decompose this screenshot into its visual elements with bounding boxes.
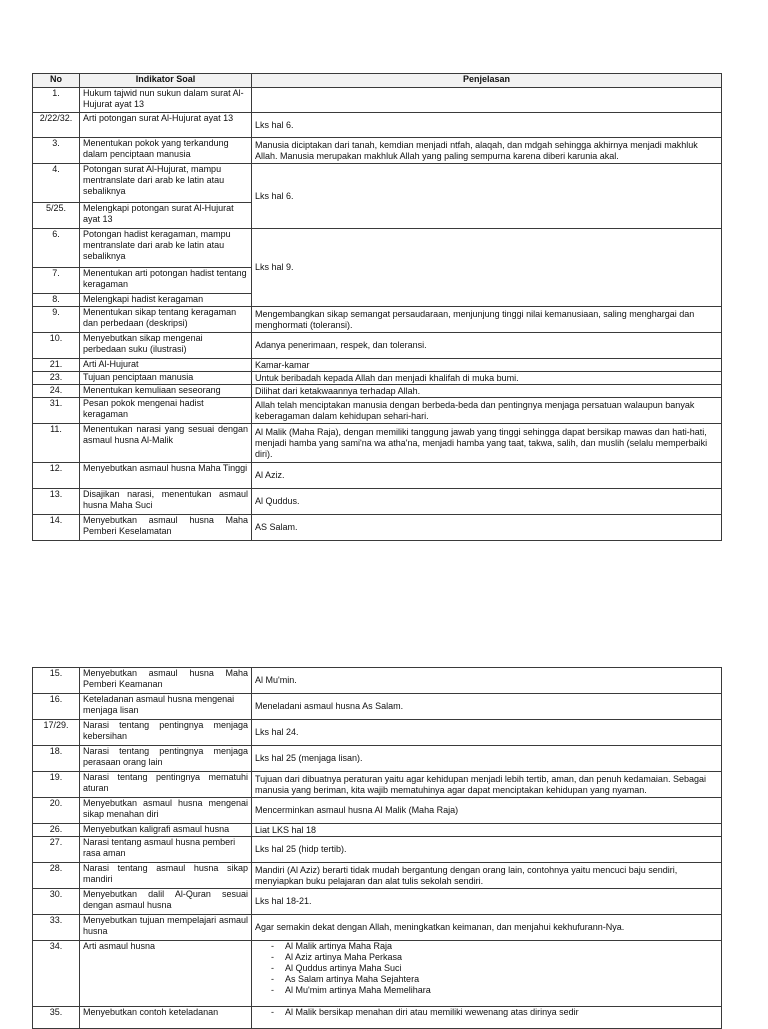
- table-row: [33, 489, 722, 515]
- row-indikator: Menentukan arti potongan hadist tentang keragaman: [80, 268, 252, 294]
- row-penjelasan: Lks hal 9.: [252, 229, 722, 307]
- row-number: 9.: [33, 307, 80, 333]
- table-row: [33, 863, 722, 889]
- row-indikator: Menyebutkan kaligrafi asmaul husna: [80, 824, 252, 837]
- table-row: [33, 385, 722, 398]
- row-number: 8.: [33, 294, 80, 307]
- row-number: 7.: [33, 268, 80, 294]
- row-number: 34.: [33, 941, 80, 1007]
- row-indikator: Narasi tentang pentingnya menjaga perasaan orang lain: [80, 746, 252, 772]
- table-row: [33, 915, 722, 941]
- row-indikator: Menentukan narasi yang sesuai dengan asmaul husna Al-Malik: [80, 424, 252, 463]
- row-penjelasan: Lks hal 18-21.: [252, 889, 722, 915]
- table-row: [33, 668, 722, 694]
- row-number: 18.: [33, 746, 80, 772]
- row-penjelasan: Meneladani asmaul husna As Salam.: [252, 694, 722, 720]
- row-indikator: Menyebutkan tujuan mempelajari asmaul husna: [80, 915, 252, 941]
- row-penjelasan: Lks hal 25 (menjaga lisan).: [252, 746, 722, 772]
- row-indikator: Menyebutkan asmaul husna Maha Pemberi Keselamatan: [80, 515, 252, 541]
- row-penjelasan: Lks hal 6.: [252, 113, 722, 138]
- table-row: [33, 837, 722, 863]
- row-penjelasan: Untuk beribadah kepada Allah dan menjadi khalifah di muka bumi.: [252, 372, 722, 385]
- row-number: 13.: [33, 489, 80, 515]
- row-number: 19.: [33, 772, 80, 798]
- row-penjelasan: [252, 941, 722, 1007]
- table-row: [33, 1007, 722, 1029]
- row-indikator: Narasi tentang pentingnya menjaga kebersihan: [80, 720, 252, 746]
- row-penjelasan: Allah telah menciptakan manusia dengan berbeda-beda dan pentingnya menjaga persatuan walaupun banyak keberagaman dalam kehidupan sehari-hari.: [252, 398, 722, 424]
- row-penjelasan: Al Malik (Maha Raja), dengan memiliki tanggung jawab yang tinggi sehingga dapat bersikap mawas dan hati-hati, menjadi hamba yang sami'na wa atha'na, menjadi hamba yang taat, takwa, salih, dan muslih (selalu memperbaiki diri).: [252, 424, 722, 463]
- row-penjelasan: Al Mu'min.: [252, 668, 722, 694]
- row-penjelasan: Al Quddus.: [252, 489, 722, 515]
- table-row: [33, 941, 722, 1007]
- row-indikator: Arti potongan surat Al-Hujurat ayat 13: [80, 113, 252, 138]
- row-number: 26.: [33, 824, 80, 837]
- list-item: - As Salam artinya Maha Sejahtera: [255, 974, 718, 985]
- row-number: 5/25.: [33, 203, 80, 229]
- row-indikator: Keteladanan asmaul husna mengenai menjaga lisan: [80, 694, 252, 720]
- row-number: 6.: [33, 229, 80, 268]
- row-indikator: Melengkapi hadist keragaman: [80, 294, 252, 307]
- list-item: - Al Aziz artinya Maha Perkasa: [255, 952, 718, 963]
- row-number: 4.: [33, 164, 80, 203]
- row-number: 20.: [33, 798, 80, 824]
- row-number: 17/29.: [33, 720, 80, 746]
- row-penjelasan: Dilihat dari ketakwaannya terhadap Allah.: [252, 385, 722, 398]
- row-penjelasan: Al Aziz.: [252, 463, 722, 489]
- table-row: [33, 798, 722, 824]
- header-penjelasan: Penjelasan: [252, 74, 722, 88]
- row-indikator: Menyebutkan asmaul husna Maha Tinggi: [80, 463, 252, 489]
- row-indikator: Narasi tentang asmaul husna pemberi rasa aman: [80, 837, 252, 863]
- bullet-list: [255, 941, 718, 996]
- list-item: - Al Quddus artinya Maha Suci: [255, 963, 718, 974]
- table-row: [33, 372, 722, 385]
- row-penjelasan: Lks hal 6.: [252, 164, 722, 229]
- indikator-table-2: [32, 667, 722, 1029]
- row-number: 1.: [33, 88, 80, 113]
- list-item: - Al Malik artinya Maha Raja: [255, 941, 718, 952]
- table-row: [33, 88, 722, 113]
- row-number: 23.: [33, 372, 80, 385]
- row-number: 21.: [33, 359, 80, 372]
- row-penjelasan: Lks hal 25 (hidp tertib).: [252, 837, 722, 863]
- row-indikator: Potongan hadist keragaman, mampu mentranslate dari arab ke latin atau sebaliknya: [80, 229, 252, 268]
- row-penjelasan: [252, 88, 722, 113]
- row-number: 11.: [33, 424, 80, 463]
- row-indikator: Arti asmaul husna: [80, 941, 252, 1007]
- row-penjelasan: AS Salam.: [252, 515, 722, 541]
- row-number: 16.: [33, 694, 80, 720]
- row-indikator: Arti Al-Hujurat: [80, 359, 252, 372]
- row-indikator: Menyebutkan dalil Al-Quran sesuai dengan asmaul husna: [80, 889, 252, 915]
- row-indikator: Menyebutkan contoh keteladanan: [80, 1007, 252, 1029]
- row-number: 24.: [33, 385, 80, 398]
- indikator-table-1: [32, 73, 722, 541]
- row-indikator: Narasi tentang pentingnya mematuhi aturan: [80, 772, 252, 798]
- table-row: [33, 229, 722, 268]
- row-number: 15.: [33, 668, 80, 694]
- row-number: 30.: [33, 889, 80, 915]
- header-row: [33, 74, 722, 88]
- row-indikator: Menyebutkan sikap mengenai perbedaan suku (ilustrasi): [80, 333, 252, 359]
- row-indikator: Potongan surat Al-Hujurat, mampu mentranslate dari arab ke latin atau sebaliknya: [80, 164, 252, 203]
- row-indikator: Disajikan narasi, menentukan asmaul husna Maha Suci: [80, 489, 252, 515]
- row-indikator: Menyebutkan asmaul husna Maha Pemberi Keamanan: [80, 668, 252, 694]
- table-row: [33, 515, 722, 541]
- row-penjelasan: Tujuan dari dibuatnya peraturan yaitu agar kehidupan menjadi lebih tertib, aman, dan penuh kedamaian. Sebagai manusia yang beriman, kita wajib mematuhinya agar dapat menciptakan kehidupan yang nyaman.: [252, 772, 722, 798]
- row-penjelasan: Mencerminkan asmaul husna Al Malik (Maha Raja): [252, 798, 722, 824]
- row-penjelasan: Mengembangkan sikap semangat persaudaraan, menjunjung tinggi nilai kemanusiaan, saling menghargai dan menghormati (toleransi).: [252, 307, 722, 333]
- row-indikator: Menyebutkan asmaul husna mengenai sikap menahan diri: [80, 798, 252, 824]
- row-indikator: Melengkapi potongan surat Al-Hujurat ayat 13: [80, 203, 252, 229]
- table-row: [33, 333, 722, 359]
- list-item: - Al Mu'mim artinya Maha Memelihara: [255, 985, 718, 996]
- row-indikator: Menentukan kemuliaan seseorang: [80, 385, 252, 398]
- header-indikator: Indikator Soal: [80, 74, 252, 88]
- row-number: 35.: [33, 1007, 80, 1029]
- table-row: [33, 746, 722, 772]
- table-row: [33, 398, 722, 424]
- header-no: No: [33, 74, 80, 88]
- list-item: - Al Malik bersikap menahan diri atau memiliki wewenang atas dirinya sedir: [255, 1007, 718, 1018]
- row-penjelasan: Kamar-kamar: [252, 359, 722, 372]
- table-row: [33, 772, 722, 798]
- row-indikator: Menentukan pokok yang terkandung dalam penciptaan manusia: [80, 138, 252, 164]
- row-indikator: Tujuan penciptaan manusia: [80, 372, 252, 385]
- row-indikator: Narasi tentang asmaul husna sikap mandiri: [80, 863, 252, 889]
- row-penjelasan: Adanya penerimaan, respek, dan toleransi.: [252, 333, 722, 359]
- row-indikator: Menentukan sikap tentang keragaman dan perbedaan (deskripsi): [80, 307, 252, 333]
- row-number: 28.: [33, 863, 80, 889]
- row-penjelasan: Lks hal 24.: [252, 720, 722, 746]
- table-row: [33, 889, 722, 915]
- table-row: [33, 138, 722, 164]
- table-row: [33, 424, 722, 463]
- table-row: [33, 359, 722, 372]
- row-number: 10.: [33, 333, 80, 359]
- table-row: [33, 463, 722, 489]
- row-number: 2/22/32.: [33, 113, 80, 138]
- row-penjelasan: [252, 1007, 722, 1029]
- table-row: [33, 720, 722, 746]
- row-penjelasan: Liat LKS hal 18: [252, 824, 722, 837]
- table-row: [33, 694, 722, 720]
- row-number: 33.: [33, 915, 80, 941]
- row-number: 3.: [33, 138, 80, 164]
- table-row: [33, 164, 722, 203]
- row-number: 27.: [33, 837, 80, 863]
- table-row: [33, 824, 722, 837]
- row-penjelasan: Manusia diciptakan dari tanah, kemdian menjadi ntfah, alaqah, dan mdgah sehingga akhirnya menjadi makhluk Allah. Manusia merupakan makhluk Allah yang paling sempurna karena diberi karunia akal.: [252, 138, 722, 164]
- row-indikator: Pesan pokok mengenai hadist keragaman: [80, 398, 252, 424]
- table-row: [33, 113, 722, 138]
- row-penjelasan: Mandiri (Al Aziz) berarti tidak mudah bergantung dengan orang lain, contohnya yaitu mencuci baju sendiri, menyiapkan buku pelajaran dan alat tulis sekolah sendiri.: [252, 863, 722, 889]
- row-penjelasan: Agar semakin dekat dengan Allah, meningkatkan keimanan, dan menjahui kekhufurann-Nya.: [252, 915, 722, 941]
- row-indikator: Hukum tajwid nun sukun dalam surat Al-Hujurat ayat 13: [80, 88, 252, 113]
- row-number: 14.: [33, 515, 80, 541]
- bullet-list: [255, 1007, 718, 1018]
- row-number: 12.: [33, 463, 80, 489]
- table-row: [33, 307, 722, 333]
- row-number: 31.: [33, 398, 80, 424]
